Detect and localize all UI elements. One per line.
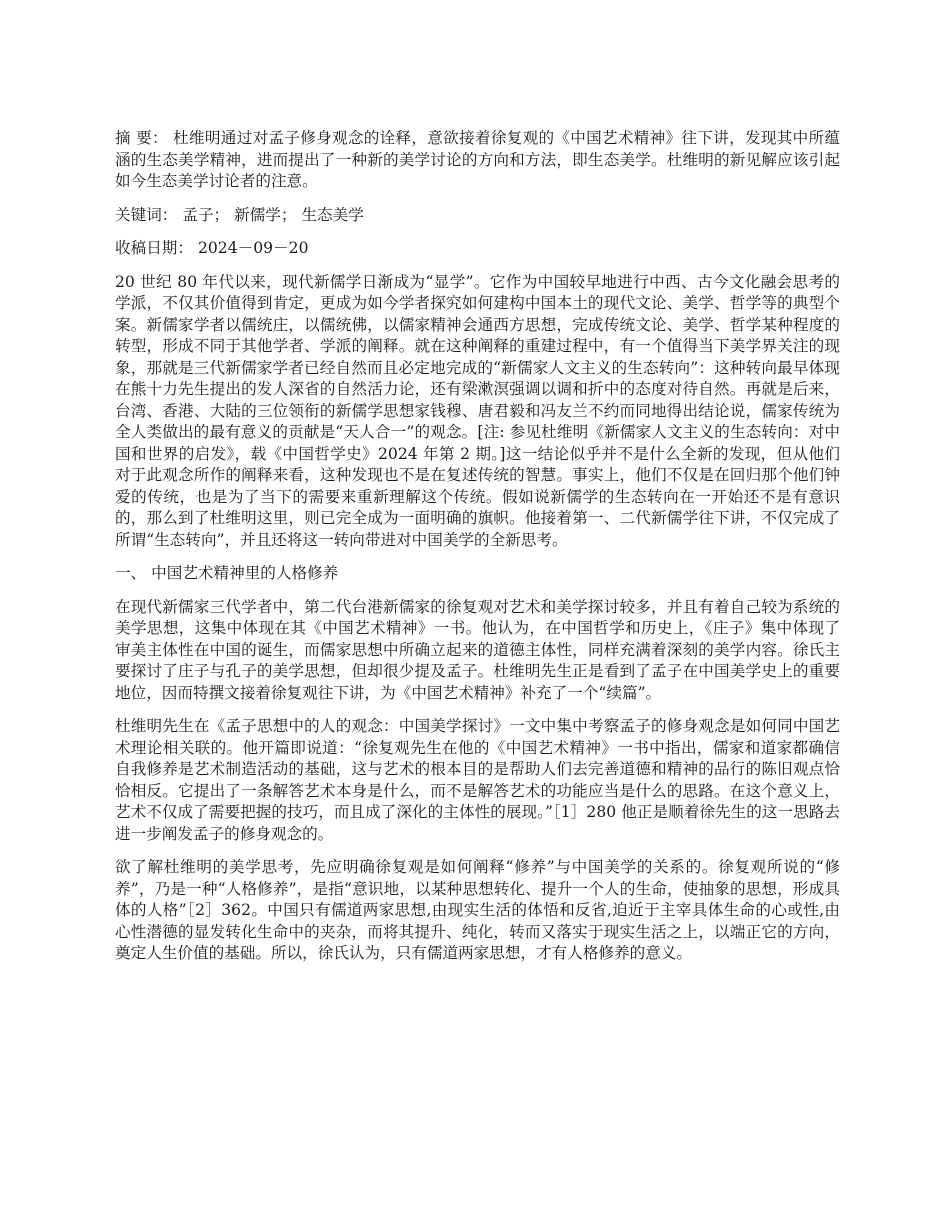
body-paragraph: 杜维明先生在《孟子思想中的人的观念：中国美学探讨》一文中集中考察孟子的修身观念是如何同中国艺术理论相关联的。他开篇即说道：“徐复观先生在他的《中国艺术精神》一书中指出，儒家和道家都确信自我修养是艺术制造活动的基础，这与艺术的根本目的是帮助人们去完善道德和精神的品行的陈旧观点恰恰相反。它提出了一条解答艺术本身是什么，而不是解答艺术的功能应当是什么的思路。在这个意义上，艺术不仅成了需要把握的技巧，而且成了深化的主体性的展现。”［1］280 他正是顺着徐先生的这一思路去进一步阐发孟子的修身观念的。 (115, 717, 840, 843)
intro-paragraph: 20 世纪 80 年代以来，现代新儒学日渐成为“显学”。它作为中国较早地进行中西、古今文化融会思考的学派，不仅其价值得到肯定，更成为如今学者探究如何建构中国本土的现代文论、美学、哲学等的典型个案。新儒家学者以儒统庄，以儒统佛，以儒家精神会通西方思想，完成传统文论、美学、哲学某种程度的转型，形成不同于其他学者、学派的阐释。就在这种阐释的重建过程中，有一个值得当下美学界关注的现象，那就是三代新儒家学者已经自然而且必定地完成的“新儒家人文主义的生态转向”：这种转向最早体现在熊十力先生提出的发人深省的自然活力论，还有梁漱溟强调以调和折中的态度对待自然。再就是后来，台湾、香港、大陆的三位领衔的新儒学思想家钱穆、唐君毅和冯友兰不约而同地得出结论说，儒家传统为全人类做出的最有意义的贡献是“天人合一”的观念。[注: 参见杜维明《新儒家人文主义的生态转向：对中国和世界的启发》，载《中国哲学史》2024 年第 2 期。]这一结论似乎并不是什么全新的发现，但从他们对于此观念所作的阐释来看，这种发现也不是在复述传统的智慧。事实上，他们不仅是在回归那个他们钟爱的传统，也是为了当下的需要来重新理解这个传统。假如说新儒学的生态转向在一开始还不是有意识的，那么到了杜维明这里，则已完全成为一面明确的旗帜。他接着第一、二代新儒学往下讲，不仅完成了所谓“生态转向”，并且还将这一转向带进对中国美学的全新思考。 (115, 272, 840, 549)
section-heading: 一、 中国艺术精神里的人格修养 (115, 564, 339, 582)
keywords-text: 孟子； 新儒学； 生态美学 (182, 205, 364, 224)
received-date: 2024－09－20 (197, 239, 309, 257)
abstract-label: 摘 要： (115, 129, 168, 147)
body-paragraph: 在现代新儒家三代学者中，第二代台港新儒家的徐复观对艺术和美学探讨较多，并且有着自己较为系统的美学思想，这集中体现在其《中国艺术精神》一书。他认为，在中国哲学和历史上，《庄子》集中体现了审美主体性在中国的诞生，而儒家思想中所确立起来的道德主体性，同样充满着深刻的美学内容。徐氏主要探讨了庄子与孔子的美学思想，但却很少提及孟子。杜维明先生正是看到了孟子在中国美学史上的重要地位，因而特撰文接着徐复观往下讲，为《中国艺术精神》补充了一个“续篇”。 (115, 597, 840, 702)
abstract-text: 杜维明通过对孟子修身观念的诠释，意欲接着徐复观的《中国艺术精神》往下讲，发现其中所蕴涵的生态美学精神，进而提出了一种新的美学讨论的方向和方法，即生态美学。杜维明的新见解应该引起如今生态美学讨论者的注意。 (115, 129, 840, 190)
abstract-paragraph (115, 128, 840, 193)
body-paragraph: 欲了解杜维明的美学思考，先应明确徐复观是如何阐释“修养”与中国美学的关系的。徐复观所说的“修养”，乃是一种“人格修养”，是指“意识地，以某种思想转化、提升一个人的生命，使抽象的思想，形成具体的人格”［2］362。中国只有儒道两家思想,由现实生活的体悟和反省,迫近于主宰具体生命的心或性,由心性潜德的显发转化生命中的夹杂，而将其提升、纯化，转而又落实于现实生活之上，以端正它的方向，奠定人生价值的基础。所以，徐氏认为，只有儒道两家思想，才有人格修养的意义。 (115, 858, 840, 962)
article-page (115, 128, 840, 977)
received-date-line (115, 238, 840, 260)
keywords-line (115, 205, 840, 227)
keywords-label: 关键词： (115, 205, 178, 224)
received-label: 收稿日期： (115, 239, 193, 257)
